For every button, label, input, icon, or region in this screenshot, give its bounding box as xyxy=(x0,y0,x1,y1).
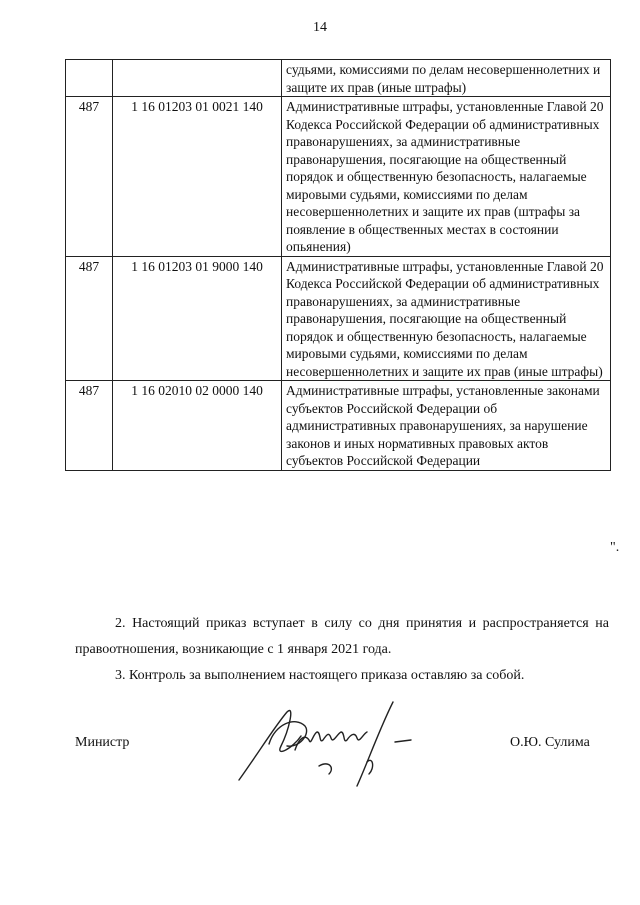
kbk-code-cell: 1 16 02010 02 0000 140 xyxy=(113,381,282,471)
signer-name: О.Ю. Сулима xyxy=(510,735,590,750)
revenue-name-cell: судьями, комиссиями по делам несовершеннолетних и защите их прав (иные штрафы) xyxy=(282,60,611,97)
closing-quote: ". xyxy=(610,540,620,555)
paragraph-control: 3. Контроль за выполнением настоящего приказа оставляю за собой. xyxy=(115,668,525,683)
revenue-codes-table xyxy=(65,59,611,471)
table-row xyxy=(66,97,611,257)
signer-title: Министр xyxy=(75,735,130,750)
revenue-name-cell: Административные штрафы, установленные законами субъектов Российской Федерации об административных правонарушениях, за нарушение законов и иных нормативных правовых актов субъектов Российской Федерации xyxy=(282,381,611,471)
revenue-name-cell: Административные штрафы, установленные Главой 20 Кодекса Российской Федерации об административных правонарушениях, за административные правонарушения, посягающие на общественный порядок и общественную безопасность, налагаемые мировыми судьями, комиссиями по делам несовершеннолетних и защите их прав (штрафы за появление в общественных местах в состоянии опьянения) xyxy=(282,97,611,257)
admin-code-cell: 487 xyxy=(66,97,113,257)
admin-code-cell xyxy=(66,60,113,97)
table-row xyxy=(66,60,611,97)
paragraph-effective-date: 2. Настоящий приказ вступает в силу со дня принятия и распространяется на правоотношения, возникающие с 1 января 2021 года. xyxy=(75,616,609,657)
revenue-name-cell: Административные штрафы, установленные Главой 20 Кодекса Российской Федерации об административных правонарушениях, за административные правонарушения, посягающие на общественный порядок и общественную безопасность, налагаемые мировыми судьями, комиссиями по делам несовершеннолетних и защите их прав (иные штрафы) xyxy=(282,256,611,381)
kbk-code-cell xyxy=(113,60,282,97)
admin-code-cell: 487 xyxy=(66,381,113,471)
page-number: 14 xyxy=(313,20,327,35)
kbk-code-cell: 1 16 01203 01 9000 140 xyxy=(113,256,282,381)
table-row xyxy=(66,256,611,381)
table-body xyxy=(66,60,611,471)
admin-code-cell: 487 xyxy=(66,256,113,381)
kbk-code-cell: 1 16 01203 01 0021 140 xyxy=(113,97,282,257)
table-row xyxy=(66,381,611,471)
signature-image xyxy=(225,690,425,800)
